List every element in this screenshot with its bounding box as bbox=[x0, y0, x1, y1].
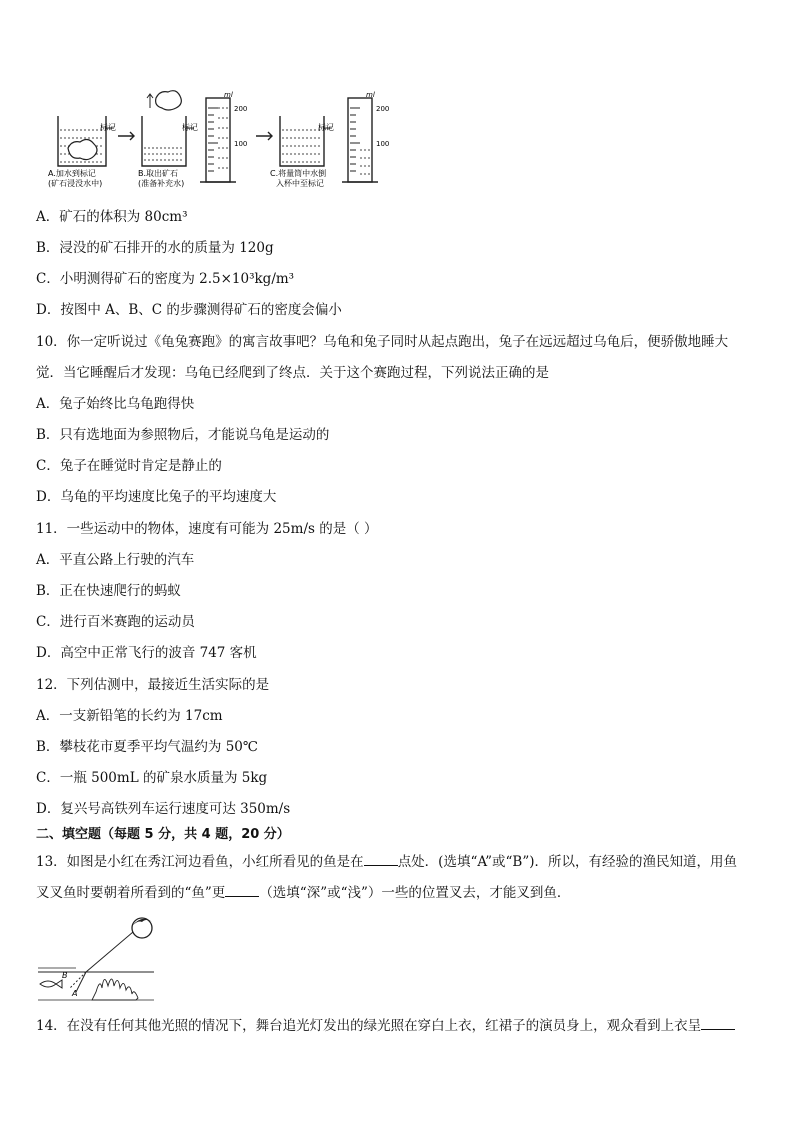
q13-line1-part2: 点处．(选填“A”或“B”)．所以，有经验的渔民知道，用鱼 bbox=[397, 854, 738, 870]
q13-line2 bbox=[36, 884, 570, 902]
light-ray-line bbox=[86, 932, 133, 972]
q11-option-a: A．平直公路上行驶的汽车 bbox=[36, 552, 195, 568]
tick-200-label-1: 200 bbox=[234, 105, 248, 113]
tick-200-label-2: 200 bbox=[376, 105, 390, 113]
beaker-b bbox=[138, 91, 198, 188]
fish-refraction-figure bbox=[36, 912, 160, 1008]
q10-stem-line1: 10．你一定听说过《龟兔赛跑》的寓言故事吧？乌龟和兔子同时从起点跑出，兔子在远远超过乌龟后，便骄傲地睡大 bbox=[36, 334, 729, 350]
section-heading-fill-blank: 二、填空题（每题 5 分，共 4 题，20 分） bbox=[36, 827, 290, 842]
q11-option-d: D．高空中正常飞行的波音 747 客机 bbox=[36, 645, 257, 661]
q13-line2-part1: 叉叉鱼时要朝着所看到的“鱼”更 bbox=[36, 885, 226, 901]
q12-option-a: A．一支新铅笔的长约为 17cm bbox=[36, 708, 223, 724]
step-c-line1: C.将量筒中水倒 bbox=[270, 169, 327, 178]
q13-line1-part1: 13．如图是小红在秀江河边看鱼，小红所看见的鱼是在 bbox=[36, 854, 364, 870]
density-experiment-figure bbox=[46, 88, 406, 192]
arrow-right-icon bbox=[118, 132, 134, 140]
q10-option-b: B．只有选地面为参照物后，才能说乌龟是运动的 bbox=[36, 427, 330, 443]
q9-option-c: C．小明测得矿石的密度为 2.5×10³kg/m³ bbox=[36, 271, 295, 287]
q13-line1 bbox=[36, 853, 737, 871]
q9-option-d: D．按图中 A、B、C 的步骤测得矿石的密度会偏小 bbox=[36, 302, 342, 318]
q11-stem: 11．一些运动中的物体，速度有可能为 25m/s 的是（ ） bbox=[36, 521, 378, 537]
q12-option-b: B．攀枝花市夏季平均气温约为 50℃ bbox=[36, 739, 258, 755]
q11-option-b: B．正在快速爬行的蚂蚁 bbox=[36, 583, 181, 599]
step-a-line1: A.加水到标记 bbox=[48, 169, 96, 178]
q10-stem-line2: 觉．当它睡醒后才发现：乌龟已经爬到了终点．关于这个赛跑过程，下列说法正确的是 bbox=[36, 365, 549, 381]
q9-option-b: B．浸没的矿石排开的水的质量为 120g bbox=[36, 240, 274, 256]
water-plants-shape bbox=[92, 979, 138, 1000]
arrow-right-icon bbox=[256, 132, 272, 140]
q14-line1 bbox=[36, 1017, 735, 1035]
beaker-a bbox=[48, 116, 116, 188]
q14-line1-text: 14．在没有任何其他光照的情况下，舞台追光灯发出的绿光照在穿白上衣，红裙子的演员身上，观众看到上衣呈 bbox=[36, 1018, 702, 1034]
q13-line2-part2: （选填“深”或“浅”）一些的位置叉去，才能叉到鱼． bbox=[259, 885, 571, 901]
q11-option-c: C．进行百米赛跑的运动员 bbox=[36, 614, 195, 630]
tick-100-label-2: 100 bbox=[376, 140, 390, 148]
point-b-label: B bbox=[62, 971, 68, 980]
q12-option-d: D．复兴号高铁列车运行速度可达 350m/s bbox=[36, 801, 291, 817]
fish-refraction-diagram bbox=[36, 912, 160, 1008]
ore-rock-lifted-shape bbox=[156, 91, 182, 110]
step-a-line2: (矿石浸没水中) bbox=[48, 179, 103, 188]
q10-option-d: D．乌龟的平均速度比兔子的平均速度大 bbox=[36, 489, 277, 505]
measuring-cylinder-2 bbox=[342, 91, 389, 182]
mark-label-a: 标记 bbox=[100, 123, 116, 132]
measuring-cylinder-1 bbox=[200, 91, 247, 182]
step-b-line2: (准备补充水) bbox=[138, 179, 185, 188]
q12-option-c: C．一瓶 500mL 的矿泉水质量为 5kg bbox=[36, 770, 268, 786]
q14-blank-1 bbox=[701, 1017, 735, 1030]
step-c-line2: 入杯中至标记 bbox=[276, 179, 324, 188]
fish-icon bbox=[40, 980, 62, 988]
tick-100-label-1: 100 bbox=[234, 140, 248, 148]
q10-option-a: A．兔子始终比乌龟跑得快 bbox=[36, 396, 195, 412]
q12-stem: 12．下列估测中，最接近生活实际的是 bbox=[36, 677, 270, 693]
beaker-c bbox=[270, 116, 334, 188]
mark-label-b: 标记 bbox=[182, 123, 198, 132]
q10-option-c: C．兔子在睡觉时肯定是静止的 bbox=[36, 458, 222, 474]
unit-label-1: ml bbox=[224, 91, 233, 99]
step-b-line1: B.取出矿石 bbox=[138, 169, 179, 178]
ore-rock-shape bbox=[68, 139, 97, 159]
mark-label-c: 标记 bbox=[318, 123, 334, 132]
density-experiment-diagram bbox=[46, 88, 406, 192]
arrow-up-icon bbox=[147, 94, 153, 108]
q9-option-a: A．矿石的体积为 80cm³ bbox=[36, 209, 188, 225]
q13-blank-2 bbox=[225, 884, 259, 897]
unit-label-2: ml bbox=[366, 91, 375, 99]
q13-blank-1 bbox=[364, 853, 398, 866]
point-a-label: A bbox=[72, 989, 78, 998]
